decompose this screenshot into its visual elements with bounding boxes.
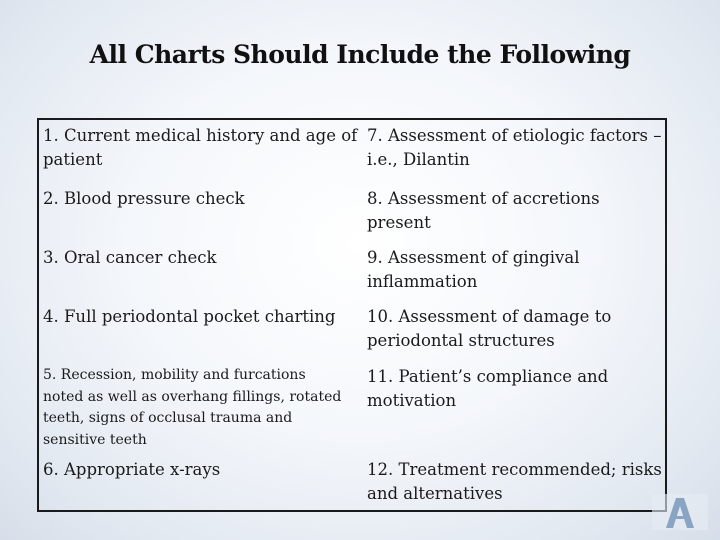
slide-title: All Charts Should Include the Following	[89, 40, 631, 69]
checklist-item-7: 7. Assessment of etiologic factors – i.e., Dilantin	[367, 126, 662, 169]
checklist-item-10: 10. Assessment of damage to periodontal structures	[367, 307, 612, 350]
checklist-item-6: 6. Appropriate x-rays	[43, 460, 221, 479]
letter-a-logo-icon	[650, 492, 710, 532]
checklist-item-3: 3. Oral cancer check	[43, 248, 217, 267]
checklist-item-8: 8. Assessment of accretions present	[367, 189, 600, 232]
checklist-item-2: 2. Blood pressure check	[43, 189, 245, 208]
checklist-item-4: 4. Full periodontal pocket charting	[43, 307, 336, 326]
checklist-item-5: 5. Recession, mobility and furcations noted as well as overhang fillings, rotated teeth, signs of occlusal trauma and sensitive teeth	[43, 367, 342, 448]
checklist-item-12: 12. Treatment recommended; risks and alternatives	[367, 460, 662, 503]
checklist-item-11: 11. Patient’s compliance and motivation	[367, 367, 609, 410]
checklist-item-1: 1. Current medical history and age of patient	[43, 126, 358, 169]
checklist-item-9: 9. Assessment of gingival inflammation	[367, 248, 580, 291]
